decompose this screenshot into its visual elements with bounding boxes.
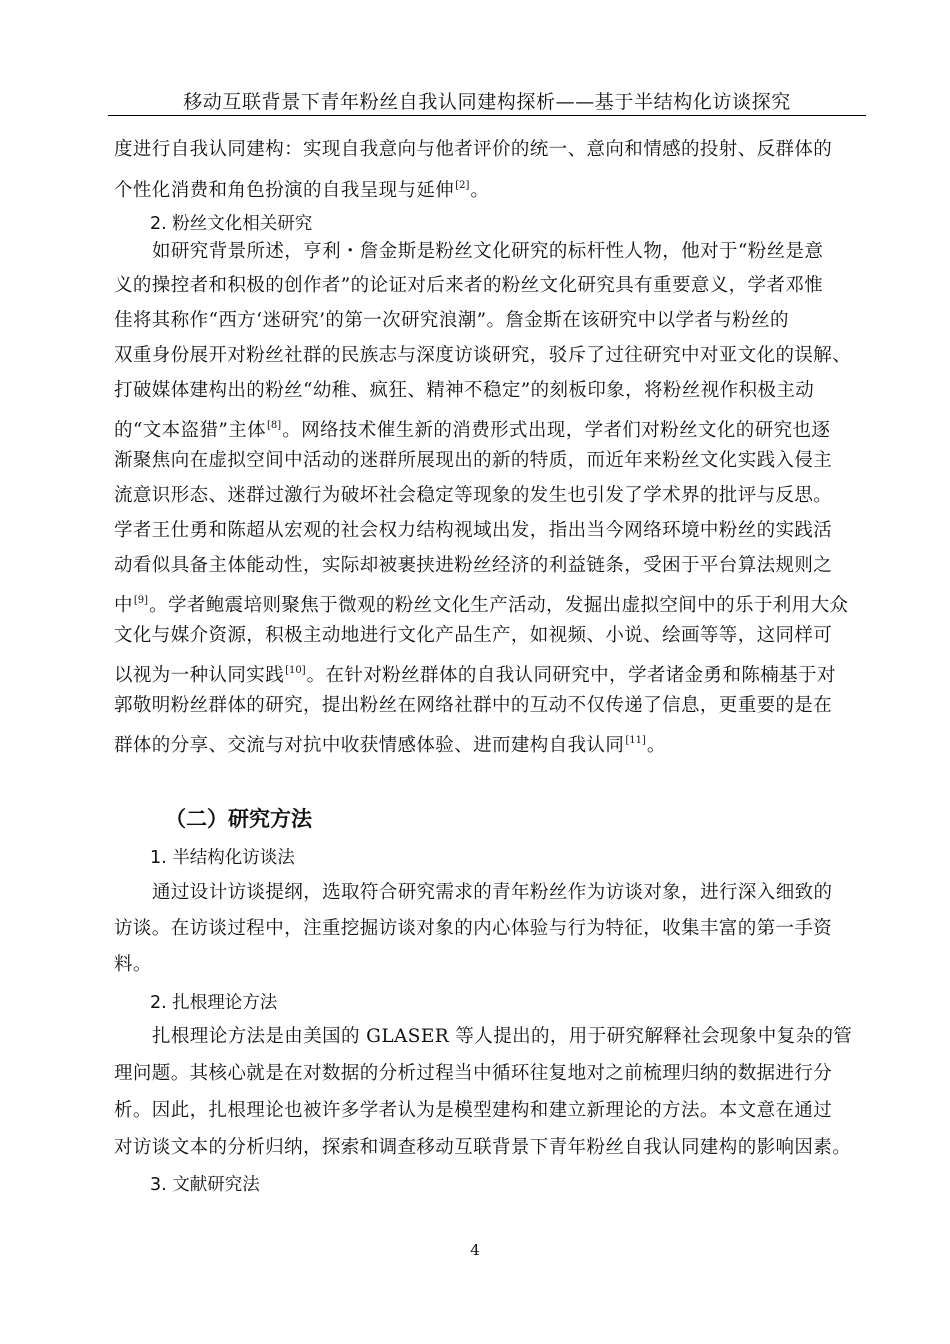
page-number: 4 bbox=[470, 1241, 480, 1259]
body-line: 双重身份展开对粉丝社群的民族志与深度访谈研究，驳斥了过往研究中对亚文化的误解、 bbox=[114, 345, 852, 366]
subsection-heading: 2. 扎根理论方法 bbox=[150, 993, 278, 1013]
body-line: 流意识形态、迷群过激行为破坏社会稳定等现象的发生也引发了学术界的批评与反思。 bbox=[114, 485, 833, 506]
body-line: 理问题。其核心就是在对数据的分析过程当中循环往复地对之前梳理归纳的数据进行分 bbox=[114, 1063, 833, 1084]
body-line: 的“文本盗猎”主体[8]。网络技术催生新的消费形式出现，学者们对粉丝文化的研究也逐 bbox=[114, 420, 831, 441]
body-line: 以视为一种认同实践[10]。在针对粉丝群体的自我认同研究中，学者诸金勇和陈楠基于对 bbox=[114, 665, 836, 686]
subsection-heading: 1. 半结构化访谈法 bbox=[150, 848, 295, 868]
body-line: 义的操控者和积极的创作者”的论证对后来者的粉丝文化研究具有重要意义，学者邓惟 bbox=[114, 275, 824, 296]
body-line: 个性化消费和角色扮演的自我呈现与延伸[2]。 bbox=[114, 180, 490, 201]
section-heading: （二）研究方法 bbox=[165, 807, 312, 831]
body-line: 渐聚焦向在虚拟空间中活动的迷群所展现出的新的特质，而近年来粉丝文化实践入侵主 bbox=[114, 450, 833, 471]
citation-ref: [8] bbox=[267, 420, 282, 431]
body-line: 学者王仕勇和陈超从宏观的社会权力结构视域出发，指出当今网络环境中粉丝的实践活 bbox=[114, 520, 833, 541]
body-line: 文化与媒介资源，积极主动地进行文化产品生产，如视频、小说、绘画等等，这同样可 bbox=[114, 625, 833, 646]
body-line: 对访谈文本的分析归纳，探索和调查移动互联背景下青年粉丝自我认同建构的影响因素。 bbox=[114, 1137, 852, 1158]
body-line: 析。因此，扎根理论也被许多学者认为是模型建构和建立新理论的方法。本文意在通过 bbox=[114, 1100, 833, 1121]
citation-ref: [2] bbox=[455, 180, 470, 191]
body-line: 群体的分享、交流与对抗中收获情感体验、进而建构自我认同[11]。 bbox=[114, 735, 666, 756]
body-line: 通过设计访谈提纲，选取符合研究需求的青年粉丝作为访谈对象，进行深入细致的 bbox=[152, 882, 833, 903]
citation-ref: [10] bbox=[285, 665, 306, 676]
body-line: 打破媒体建构出的粉丝“幼稚、疯狂、精神不稳定”的刻板印象，将粉丝视作积极主动 bbox=[114, 380, 815, 401]
body-line: 郭敬明粉丝群体的研究，提出粉丝在网络社群中的互动不仅传递了信息，更重要的是在 bbox=[114, 695, 833, 716]
body-line: 度进行自我认同建构：实现自我意向与他者评价的统一、意向和情感的投射、反群体的 bbox=[114, 139, 833, 160]
citation-ref: [9] bbox=[133, 595, 149, 606]
body-line: 动看似具备主体能动性，实际却被裹挟进粉丝经济的利益链条，受困于平台算法规则之 bbox=[114, 555, 833, 576]
header-rule bbox=[108, 115, 866, 116]
subsection-heading: 3. 文献研究法 bbox=[150, 1175, 260, 1195]
body-line: 中[9]。学者鲍震培则聚焦于微观的粉丝文化生产活动，发掘出虚拟空间中的乐于利用大众 bbox=[114, 595, 849, 616]
citation-ref: [11] bbox=[625, 735, 646, 746]
running-header: 移动互联背景下青年粉丝自我认同建构探析——基于半结构化访谈探究 bbox=[183, 91, 791, 113]
body-line: 如研究背景所述，亨利・詹金斯是粉丝文化研究的标杆性人物，他对于“粉丝是意 bbox=[152, 241, 824, 262]
body-line: 扎根理论方法是由美国的 GLASER 等人提出的，用于研究解释社会现象中复杂的管 bbox=[152, 1026, 853, 1047]
body-line: 料。 bbox=[114, 954, 152, 975]
subsection-heading: 2. 粉丝文化相关研究 bbox=[150, 214, 313, 234]
body-line: 佳将其称作“西方‘迷研究’的第一次研究浪潮”。詹金斯在该研究中以学者与粉丝的 bbox=[114, 310, 789, 331]
body-line: 访谈。在访谈过程中，注重挖掘访谈对象的内心体验与行为特征，收集丰富的第一手资 bbox=[114, 918, 833, 939]
